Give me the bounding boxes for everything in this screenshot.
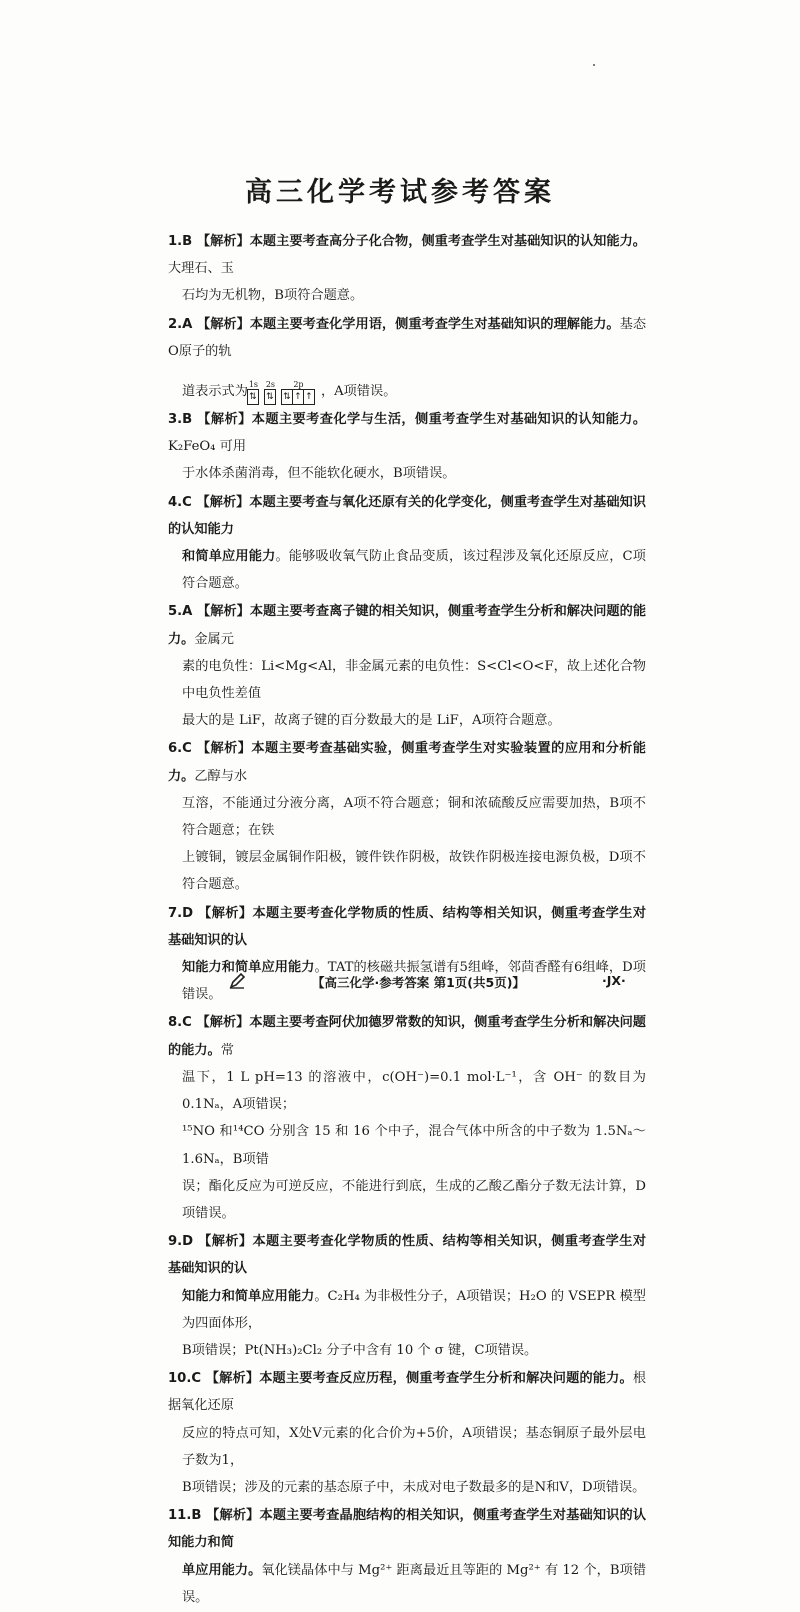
analysis-text: 。能够吸收氧气防止食品变质，该过程涉及氧化还原反应，C项符合题意。 xyxy=(182,549,646,592)
answer-first-line xyxy=(168,900,646,954)
analysis-lead: 本题主要考查反应历程，侧重考查学生分析和解决问题的能力。 xyxy=(259,1371,633,1387)
analysis-text: K₂FeO₄ 可用 xyxy=(168,439,247,455)
answer-number: 2.A xyxy=(168,316,198,332)
analysis-tag: 【解析】 xyxy=(198,905,253,921)
analysis-lead: 本题主要考查阿伏加德罗常数的知识，侧重考查学生分析和解决问题的能力。 xyxy=(168,1015,646,1058)
answer-continuation xyxy=(168,1283,646,1337)
analysis-lead: 本题主要考查与氧化还原有关的化学变化，侧重考查学生对基础知识的认知能力 xyxy=(168,494,646,537)
answer-first-line xyxy=(168,406,646,460)
orbital-label: 2s xyxy=(265,380,276,390)
analysis-tag: 【解析】 xyxy=(198,1234,253,1250)
analysis-lead: 本题主要考查化学物质的性质、结构等相关知识，侧重考查学生对基础知识的认 xyxy=(168,905,647,948)
analysis-tag: 【解析】 xyxy=(197,316,250,332)
analysis-text: 氧化镁晶体中与 Mg²⁺ 距离最近且等距的 Mg²⁺ 有 12 个，B项错误。 xyxy=(182,1562,647,1605)
orbital-group xyxy=(248,380,259,405)
orbital-box: ⇅ xyxy=(247,389,259,405)
analysis-lead: 本题主要考查晶胞结构的相关知识，侧重考查学生对基础知识的认知能力和简 xyxy=(168,1508,647,1551)
answer-continuation: 互溶，不能通过分液分离，A项不符合题意；铜和浓硫酸反应需要加热，B项不符合题意；在铁 xyxy=(182,795,646,839)
orbital-group xyxy=(282,380,315,405)
answer-number: 3.B xyxy=(168,412,198,428)
answer-list xyxy=(168,228,646,1612)
answer-continuation: 上镀铜，镀层金属铜作阳极，镀件铁作阴极，故铁作阴极连接电源负极，D项不符合题意。 xyxy=(182,850,646,893)
orbital-boxes xyxy=(248,389,259,405)
analysis-text: 基态O原子的轨 xyxy=(168,316,647,359)
answer-item xyxy=(168,1228,646,1364)
analysis-lead: 本题主要考查化学物质的性质、结构等相关知识，侧重考查学生对基础知识的认 xyxy=(168,1234,647,1277)
footer-text: 【高三化学·参考答案 第1页(共5页)】 xyxy=(312,975,525,990)
answer-continuation xyxy=(168,543,646,597)
answer-item xyxy=(168,228,646,310)
answer-continuation: B项错误；涉及的元素的基态原子中，未成对电子数最多的是N和V，D项错误。 xyxy=(182,1479,646,1495)
page-footer xyxy=(0,970,800,994)
analysis-text: 。C₂H₄ 为非极性分子，A项错误；H₂O 的 VSEPR 模型为四面体形， xyxy=(182,1288,646,1331)
analysis-tag: 【解析】 xyxy=(197,412,252,428)
answer-item xyxy=(168,1502,646,1611)
speck xyxy=(593,64,595,66)
orbital-box: ↑ xyxy=(303,389,315,405)
analysis-lead: 单应用能力。 xyxy=(182,1562,262,1578)
analysis-lead: 知能力和简单应用能力 xyxy=(182,1288,315,1304)
answer-first-line xyxy=(168,1009,646,1063)
answer-item xyxy=(168,598,646,734)
answer-continuation: 石均为无机物，B项符合题意。 xyxy=(182,288,364,304)
orbital-label: 2p xyxy=(293,380,304,390)
analysis-text: 乙醇与水 xyxy=(194,768,248,784)
analysis-tag: 【解析】 xyxy=(205,1371,260,1387)
answer-first-line xyxy=(168,735,646,789)
analysis-lead: 和简单应用能力 xyxy=(182,549,276,565)
answer-continuation: B项错误；Pt(NH₃)₂Cl₂ 分子中含有 10 个 σ 键，C项错误。 xyxy=(182,1342,538,1358)
answer-continuation: 于水体杀菌消毒，但不能软化硬水，B项错误。 xyxy=(182,466,456,482)
analysis-tag: 【解析】 xyxy=(196,741,252,757)
orbital-box: ⇅ xyxy=(264,389,276,405)
analysis-lead: 本题主要考查高分子化合物，侧重考查学生对基础知识的认知能力。 xyxy=(249,234,646,249)
answer-number: 7.D xyxy=(168,905,199,921)
answer-first-line xyxy=(168,1502,646,1556)
answer-continuation: 素的电负性：Li<Mg<Al，非金属元素的电负性：S<Cl<O<F，故上述化合物中电负性差值 xyxy=(182,658,646,702)
answer-first-line xyxy=(168,489,646,543)
answer-continuation: 误；酯化反应为可逆反应，不能进行到底，生成的乙酸乙酯分子数无法计算，D项错误。 xyxy=(182,1178,646,1221)
analysis-tag: 【解析】 xyxy=(197,604,250,620)
orbital-suffix: ，A项错误。 xyxy=(320,383,397,399)
analysis-lead: 本题主要考查化学与生活，侧重考查学生对基础知识的认知能力。 xyxy=(251,412,647,428)
answer-number: 10.C xyxy=(168,1371,206,1387)
answer-number: 8.C xyxy=(168,1015,197,1031)
analysis-text: 。TAT的核磁共振氢谱有5组峰，邻茴香醛有6组峰，D项错误。 xyxy=(182,960,646,1003)
orbital-boxes xyxy=(265,389,276,405)
answer-item xyxy=(168,489,646,598)
orbital-group xyxy=(265,380,276,405)
analysis-text: 大理石、玉 xyxy=(168,261,234,277)
answer-first-line xyxy=(168,1228,646,1282)
answer-continuation: ¹⁵NO 和¹⁴CO 分别含 15 和 16 个中子，混合气体中所含的中子数为 1.5Nₐ～1.6Nₐ，B项错 xyxy=(182,1124,646,1167)
analysis-tag: 【解析】 xyxy=(206,1508,260,1524)
analysis-text: 根据氧化还原 xyxy=(168,1371,647,1414)
orbital-label: 1s xyxy=(248,380,259,390)
answer-first-line xyxy=(168,1365,646,1419)
answer-continuation xyxy=(168,1557,646,1611)
analysis-tag: 【解析】 xyxy=(196,1015,250,1031)
analysis-tag: 【解析】 xyxy=(196,234,250,249)
answer-number: 6.C xyxy=(168,741,197,757)
orbital-box: ⇅ xyxy=(281,389,293,405)
answer-first-line xyxy=(168,228,646,282)
analysis-text: 金属元 xyxy=(194,631,234,647)
answer-number: 4.C xyxy=(168,494,197,510)
answer-continuation: 温下，1 L pH=13 的溶液中，c(OH⁻)=0.1 mol·L⁻¹，含 OH⁻ 的数目为 0.1Nₐ，A项错误； xyxy=(182,1069,646,1113)
orbital-boxes xyxy=(282,389,315,405)
answer-number: 9.D xyxy=(168,1234,199,1250)
footer-code: ·JX· xyxy=(602,973,626,988)
analysis-text: 常 xyxy=(220,1042,234,1058)
answer-continuation: 最大的是 LiF，故离子键的百分数最大的是 LiF，A项符合题意。 xyxy=(182,713,561,729)
answer-first-line xyxy=(168,598,646,652)
answer-item xyxy=(168,735,646,898)
answer-item xyxy=(168,1009,646,1227)
answer-number: 5.A xyxy=(168,604,198,620)
answer-number: 1.B xyxy=(168,234,197,249)
answer-first-line xyxy=(168,311,646,365)
analysis-tag: 【解析】 xyxy=(196,494,250,510)
answer-continuation: 反应的特点可知，X处V元素的化合价为+5价，A项错误；基态铜原子最外层电子数为1， xyxy=(182,1425,646,1468)
analysis-lead: 本题主要考查化学用语，侧重考查学生对基础知识的理解能力。 xyxy=(249,316,620,332)
orbital-box: ↑ xyxy=(292,389,304,405)
analysis-lead: 知能力和简单应用能力 xyxy=(182,960,315,976)
pen-icon xyxy=(228,972,246,990)
answer-item xyxy=(168,1365,646,1501)
orbital-diagram-line xyxy=(168,365,646,405)
orbital-prefix: 道表示式为 xyxy=(182,383,248,399)
answer-item xyxy=(168,406,646,488)
page-title: 高三化学考试参考答案 xyxy=(245,177,555,208)
answer-item xyxy=(168,311,646,405)
analysis-lead: 本题主要考查基础实验，侧重考查学生对实验装置的应用和分析能力。 xyxy=(168,741,646,784)
analysis-lead: 本题主要考查离子键的相关知识，侧重考查学生分析和解决问题的能力。 xyxy=(168,604,647,647)
answer-number: 11.B xyxy=(168,1508,207,1524)
